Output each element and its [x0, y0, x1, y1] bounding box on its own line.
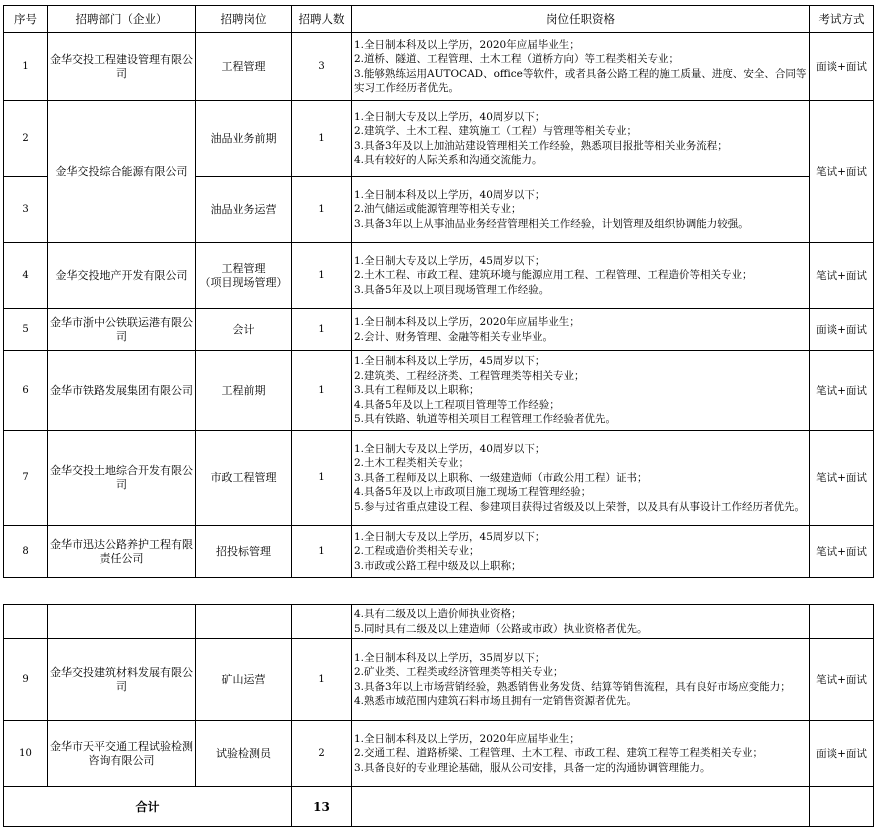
row-exam: 笔试+面试 — [810, 526, 874, 578]
header-requirements: 岗位任职资格 — [352, 6, 810, 33]
requirement-line: 3.具有工程师及以上职称； — [354, 384, 480, 397]
requirement-line: 4.具有较好的人际关系和沟通交流能力。 — [354, 154, 543, 166]
requirement-line: 5.参与过省重点建设工程、参建项目获得过省级及以上荣誉，以及具有从事设计工作经历者优先。 — [354, 500, 806, 513]
row-count: 3 — [292, 33, 352, 101]
requirement-line: 2.交通工程、道路桥梁、工程管理、土木工程、市政工程、建筑工程等工程类相关专业； — [354, 747, 764, 760]
row-count: 1 — [292, 101, 352, 177]
requirement-line: 3.市政或公路工程中级及以上职称； — [354, 559, 522, 572]
row-post: 矿山运营 — [196, 639, 292, 721]
requirement-line: 2.矿业类、工程类或经济管理类等相关专业； — [354, 666, 564, 678]
row-seq: 10 — [4, 721, 48, 787]
row-count: 1 — [292, 526, 352, 578]
requirement-line: 3.具备3年以上从事油品业务经营管理相关工作经验，计划管理及组织协调能力较强。 — [354, 217, 749, 230]
requirement-line: 2.土木工程类相关专业； — [354, 457, 470, 470]
row-seq: 6 — [4, 351, 48, 431]
recruitment-table-part2 — [3, 604, 874, 827]
row-seq: 1 — [4, 33, 48, 101]
header-count: 招聘人数 — [292, 6, 352, 33]
total-label: 合计 — [4, 787, 292, 827]
row-post: 试验检测员 — [196, 721, 292, 787]
continuation-seq — [4, 605, 48, 639]
row-requirements — [352, 101, 810, 177]
row-requirements — [352, 177, 810, 243]
row-exam: 笔试+面试 — [810, 243, 874, 309]
requirement-line: 5.同时具有二级及以上建造师（公路或市政）执业资格者优先。 — [354, 622, 648, 635]
row-seq: 2 — [4, 101, 48, 177]
table-row — [4, 33, 874, 101]
row-post: 油品业务前期 — [196, 101, 292, 177]
header-dept: 招聘部门（企业） — [48, 6, 196, 33]
row-seq: 5 — [4, 309, 48, 351]
row-seq: 9 — [4, 639, 48, 721]
total-exam-empty — [810, 787, 874, 827]
table-row — [4, 101, 874, 177]
row-seq: 7 — [4, 431, 48, 526]
row-seq: 3 — [4, 177, 48, 243]
row-dept: 金华交投综合能源有限公司 — [48, 101, 196, 243]
continuation-dept — [48, 605, 196, 639]
requirement-line: 3.具备3年及以上加油站建设管理相关工作经验，熟悉项目报批等相关业务流程； — [354, 139, 728, 152]
table-header-row — [4, 6, 874, 33]
requirement-line: 3.能够熟练运用AUTOCAD、office等软件，或者具备公路工程的施工质量、进度、安全、合同等实习工作经历者优先。 — [354, 67, 807, 94]
row-dept: 金华交投土地综合开发有限公司 — [48, 431, 196, 526]
table-row — [4, 309, 874, 351]
header-seq: 序号 — [4, 6, 48, 33]
requirement-line: 2.建筑类、工程经济类、工程管理类等相关专业； — [354, 369, 585, 382]
requirement-line: 3.具备良好的专业理论基础，服从公司安排，具备一定的沟通协调管理能力。 — [354, 761, 711, 774]
row-exam: 面谈+面试 — [810, 721, 874, 787]
requirement-line: 2.工程或造价类相关专业； — [354, 545, 480, 558]
table-row-continuation — [4, 605, 874, 639]
requirement-line: 2.油气储运或能源管理等相关专业； — [354, 203, 522, 216]
total-value: 13 — [292, 787, 352, 827]
row-requirements — [352, 33, 810, 101]
post-line: （项目现场管理） — [199, 275, 288, 289]
row-dept: 金华市浙中公铁联运港有限公司 — [48, 309, 196, 351]
requirement-line: 2.会计、财务管理、金融等相关专业毕业。 — [354, 330, 554, 343]
row-count: 1 — [292, 177, 352, 243]
row-exam: 笔试+面试 — [810, 351, 874, 431]
table-row — [4, 721, 874, 787]
page-break-gap — [3, 591, 873, 604]
header-post: 招聘岗位 — [196, 6, 292, 33]
requirement-line: 1.全日制本科及以上学历，40周岁以下； — [354, 188, 546, 201]
requirement-line: 1.全日制大专及以上学历，45周岁以下； — [354, 254, 546, 267]
row-exam: 笔试+面试 — [810, 431, 874, 526]
requirement-line: 4.具有二级及以上造价师执业资格； — [354, 608, 522, 620]
requirement-line: 4.具备5年及以上市政项目施工现场工程管理经验； — [354, 486, 592, 499]
row-exam: 笔试+面试 — [810, 101, 874, 243]
row-post: 工程前期 — [196, 351, 292, 431]
total-requirements-empty — [352, 787, 810, 827]
header-exam: 考试方式 — [810, 6, 874, 33]
row-post: 招投标管理 — [196, 526, 292, 578]
table-row — [4, 243, 874, 309]
row-dept: 金华交投工程建设管理有限公司 — [48, 33, 196, 101]
requirement-line: 1.全日制大专及以上学历，40周岁以下； — [354, 110, 546, 123]
requirement-line: 3.具备3年以上市场营销经验，熟悉销售业务发货、结算等销售流程，具有良好市场应变能力； — [354, 680, 791, 693]
recruitment-table-part1 — [3, 5, 874, 578]
requirement-line: 1.全日制本科及以上学历，2020年应届毕业生； — [354, 316, 580, 328]
requirement-line: 3.具备工程师及以上职称、一级建造师（市政公用工程）证书； — [354, 471, 648, 484]
table-row — [4, 431, 874, 526]
row-dept: 金华市迅达公路养护工程有限责任公司 — [48, 526, 196, 578]
row-seq: 4 — [4, 243, 48, 309]
row-requirements — [352, 721, 810, 787]
requirement-line: 1.全日制大专及以上学历，40周岁以下； — [354, 442, 546, 455]
row-requirements — [352, 431, 810, 526]
row-dept: 金华交投建筑材料发展有限公司 — [48, 639, 196, 721]
requirement-line: 4.熟悉市域范围内建筑石料市场且拥有一定销售资源者优先。 — [354, 695, 638, 707]
row-requirements — [352, 309, 810, 351]
total-row — [4, 787, 874, 827]
table-row — [4, 351, 874, 431]
row-requirements — [352, 605, 810, 639]
row-count: 1 — [292, 243, 352, 309]
row-count: 1 — [292, 431, 352, 526]
row-requirements — [352, 351, 810, 431]
continuation-post — [196, 605, 292, 639]
row-dept: 金华市天平交通工程试验检测咨询有限公司 — [48, 721, 196, 787]
row-requirements — [352, 639, 810, 721]
requirement-line: 5.具有铁路、轨道等相关项目工程管理工作经验者优先。 — [354, 413, 617, 426]
continuation-count — [292, 605, 352, 639]
row-count: 2 — [292, 721, 352, 787]
row-exam: 笔试+面试 — [810, 639, 874, 721]
post-line: 工程管理 — [221, 261, 266, 275]
row-requirements — [352, 526, 810, 578]
row-dept: 金华交投地产开发有限公司 — [48, 243, 196, 309]
row-post: 市政工程管理 — [196, 431, 292, 526]
requirement-line: 3.具备5年及以上项目现场管理工作经验。 — [354, 283, 550, 296]
requirement-line: 1.全日制本科及以上学历，2020年应届毕业生； — [354, 732, 580, 745]
table-row — [4, 526, 874, 578]
requirement-line: 2.道桥、隧道、工程管理、土木工程（道桥方向）等工程类相关专业； — [354, 53, 680, 65]
table-row — [4, 639, 874, 721]
row-dept: 金华市铁路发展集团有限公司 — [48, 351, 196, 431]
row-exam: 面谈+面试 — [810, 33, 874, 101]
requirement-line: 4.具备5年及以上工程项目管理等工作经验； — [354, 398, 560, 411]
requirement-line: 2.土木工程、市政工程、建筑环境与能源应用工程、工程管理、工程造价等相关专业； — [354, 269, 753, 282]
requirement-line: 1.全日制本科及以上学历，35周岁以下； — [354, 651, 546, 664]
row-count: 1 — [292, 351, 352, 431]
row-post: 油品业务运营 — [196, 177, 292, 243]
requirement-line: 1.全日制大专及以上学历，45周岁以下； — [354, 530, 546, 543]
requirement-line: 2.建筑学、土木工程、建筑施工（工程）与管理等相关专业； — [354, 125, 638, 137]
row-post: 会计 — [196, 309, 292, 351]
row-exam: 面谈+面试 — [810, 309, 874, 351]
row-post: 工程管理 — [196, 33, 292, 101]
requirement-line: 1.全日制本科及以上学历，45周岁以下； — [354, 355, 546, 368]
row-post — [196, 243, 292, 309]
row-count: 1 — [292, 309, 352, 351]
row-seq: 8 — [4, 526, 48, 578]
row-requirements — [352, 243, 810, 309]
continuation-exam — [810, 605, 874, 639]
row-count: 1 — [292, 639, 352, 721]
requirement-line: 1.全日制本科及以上学历，2020年应届毕业生； — [354, 38, 580, 51]
